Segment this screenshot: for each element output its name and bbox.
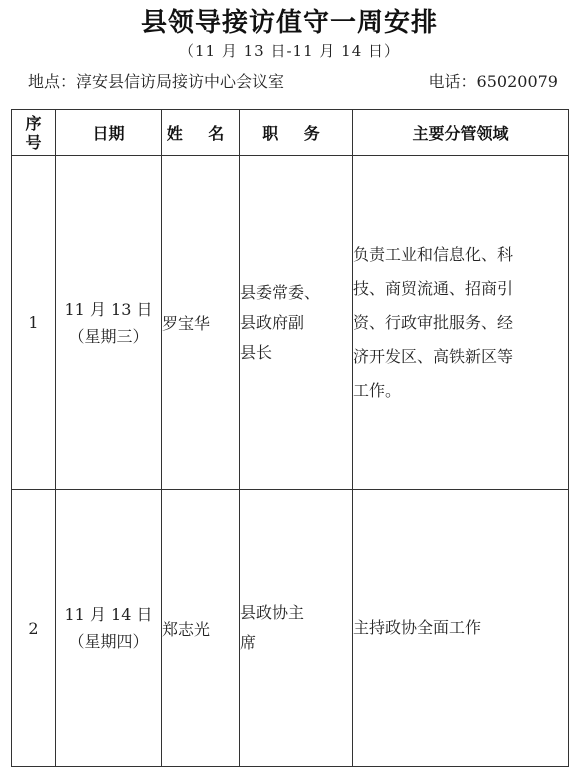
- row-date-day: 11 月 14 日: [64, 605, 153, 624]
- row-position-line: 县委常委、: [240, 282, 321, 302]
- row-position-line: 席: [240, 633, 257, 652]
- row-position: [240, 490, 353, 767]
- phone-text: 电话：65020079: [428, 72, 558, 91]
- row-date-day: 11 月 13 日: [64, 299, 153, 319]
- row-responsibility: [353, 156, 569, 490]
- schedule-table: [11, 109, 569, 767]
- date-range-subtitle: （11 月 13 日-11 月 14 日）: [178, 42, 401, 60]
- row-responsibility-line: 主持政协全面工作: [353, 618, 482, 637]
- location-text: 地点：淳安县信访局接访中心会议室: [28, 72, 285, 91]
- info-row: [28, 69, 558, 93]
- header-date: 日期: [56, 110, 162, 156]
- table-row: [12, 490, 569, 767]
- row-responsibility: [353, 490, 569, 767]
- header-no: [12, 110, 56, 156]
- header-title: 职 务: [240, 110, 353, 156]
- header-no-line1: 序: [25, 113, 42, 133]
- row-no: 1: [12, 156, 56, 490]
- row-position-line: 县长: [240, 342, 273, 362]
- row-name: 罗宝华: [162, 156, 240, 490]
- row-date: [56, 156, 162, 490]
- row-position: [240, 156, 353, 490]
- row-responsibility-line: 资、行政审批服务、经: [353, 312, 514, 332]
- header-area: 主要分管领域: [353, 110, 569, 156]
- row-position-line: 县政府副: [240, 312, 305, 332]
- table-row: [12, 156, 569, 490]
- row-date: [56, 490, 162, 767]
- document-title: 县领导接访值守一周安排: [140, 8, 438, 38]
- row-responsibility-line: 工作。: [353, 380, 402, 400]
- row-date-weekday: （星期三）: [68, 326, 149, 346]
- header-no-line2: 号: [25, 132, 42, 152]
- header-row: [12, 110, 569, 156]
- row-responsibility-line: 负责工业和信息化、科: [353, 244, 514, 264]
- row-date-weekday: （星期四）: [68, 632, 149, 651]
- row-no: 2: [12, 490, 56, 767]
- row-position-line: 县政协主: [240, 603, 305, 622]
- row-responsibility-line: 济开发区、高铁新区等: [353, 346, 514, 366]
- header-name: 姓 名: [162, 110, 240, 156]
- row-responsibility-line: 技、商贸流通、招商引: [353, 278, 514, 298]
- row-name: 郑志光: [162, 490, 240, 767]
